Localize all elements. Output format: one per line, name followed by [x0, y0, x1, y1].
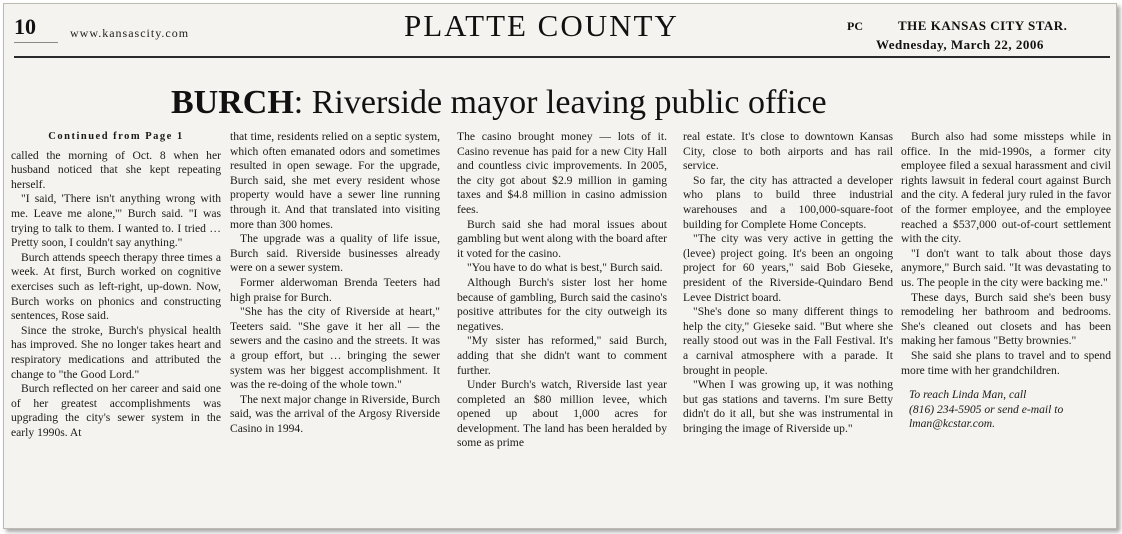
paragraph: The casino brought money — lots of it. Casino revenue has paid for a new City Hall and countless civic improvements. In 2005, the city got about $2.9 million in gaming taxes and $4.8 million in casino admission fees. [457, 130, 667, 216]
paragraph: "My sister has reformed," said Burch, adding that she didn't want to comment further. [457, 334, 667, 377]
reporter-contact-line-3 [901, 417, 1111, 432]
article-column-3 [457, 130, 667, 451]
paragraph: called the morning of Oct. 8 when her husband noticed that she kept repeating herself. [11, 148, 221, 191]
article-column-1 [11, 130, 221, 440]
headline-text: : Riverside mayor leaving public office [293, 84, 827, 121]
paragraph: "I said, 'There isn't anything wrong with me. Leave me alone,'" Burch said. "I was trying to talk to them. I wanted to. I tried … Pretty soon, I couldn't say anything." [11, 192, 221, 250]
paragraph: So far, the city has attracted a developer who plans to build three industrial warehouses and a 100,000-square-foot building for Complete Home Concepts. [683, 173, 893, 231]
paragraph: Since the stroke, Burch's physical health has improved. She no longer takes heart and respiratory medications and attributed the change to "the Good Lord." [11, 323, 221, 381]
newspaper-name: THE KANSAS CITY STAR. [898, 18, 1068, 33]
headline-kicker: BURCH [171, 84, 294, 121]
paragraph: Burch reflected on her career and said one of her greatest accomplishments was upgrading the city's sewer system in the early 1990s. At [11, 382, 221, 439]
paragraph: These days, Burch said she's been busy remodeling her bathroom and bedrooms. She's cleaned out closets and has been making her famous "Betty brownies." [901, 290, 1111, 348]
paragraph: "I don't want to talk about those days anymore," Burch said. "It was devastating to us. The people in the city were backing me." [901, 246, 1111, 289]
paragraph: "She has the city of Riverside at heart," Teeters said. "She gave it her all — the sewers and the casino and the streets. It was a group effort, but … bringing the sewer system was her biggest accomplishment. It was the re-doing of the whole town." [230, 305, 440, 392]
page-number: 10 [14, 14, 36, 39]
headline [171, 84, 827, 122]
website-url: www.kansascity.com [70, 26, 190, 40]
paragraph: Burch said she had moral issues about gambling but went along with the board after it voted for the casino. [457, 217, 667, 260]
article-column-4 [683, 130, 893, 436]
reporter-contact-line-2: (816) 234-5905 or send e-mail to [909, 402, 1064, 416]
paragraph: "She's done so many different things to help the city," Gieseke said. "But where she really stood out was in the Fall Festival. It's a carnival atmosphere with a parade. It brought in people. [683, 305, 893, 377]
masthead [4, 4, 1116, 54]
paragraph: real estate. It's close to downtown Kansas City, close to both airports and has rail service. [683, 130, 893, 173]
section-title: PLATTE COUNTY [404, 8, 679, 43]
reporter-contact-line-1: To reach Linda Man, call [909, 388, 1027, 402]
paragraph: Under Burch's watch, Riverside last year completed an $80 million levee, which opened up about 1,000 acres for development. The land has been heralded by some as prime [457, 378, 667, 450]
edition-code: PC [847, 19, 863, 33]
paragraph: Burch also had some missteps while in office. In the mid-1990s, a former city employee filed a sexual harassment and civil rights lawsuit in federal court against Burch and the city. A federal jury ruled in the favor of the former employee, and the employee reached a $537,000 out-of-court settlement with the city. [901, 130, 1111, 246]
article-column-5 [901, 130, 1111, 432]
paragraph: "The city was very active in getting the (levee) project going. It's been an ongoing project for 60 years," said Bob Gieseke, president of the Riverside-Quindaro Bend Levee District board. [683, 232, 893, 304]
paragraph: She said she plans to travel and to spend more time with her grandchildren. [901, 348, 1111, 377]
newspaper-page [3, 3, 1117, 529]
paragraph: Burch attends speech therapy three times a week. At first, Burch worked on cognitive exercises such as left-right, up-down. Now, Burch works on phonics and constructing sentences, Rose said. [11, 250, 221, 323]
article-column-2 [230, 130, 440, 436]
paragraph: Although Burch's sister lost her home because of gambling, Burch said the casino's positive attributes for the city outweigh its negatives. [457, 275, 667, 333]
paragraph: "When I was growing up, it was nothing but gas stations and taverns. I'm sure Betty didn't do it all, but she was instrumental in bringing the image of Riverside up." [683, 378, 893, 435]
reporter-email: lman@kcstar.com. [909, 417, 996, 431]
continued-label: Continued from Page 1 [48, 131, 184, 142]
publication-date: Wednesday, March 22, 2006 [876, 37, 1044, 52]
paragraph: The next major change in Riverside, Burch said, was the arrival of the Argosy Riverside Casino in 1994. [230, 392, 440, 435]
masthead-rule [14, 56, 1110, 58]
page-number-rule [14, 42, 58, 43]
paragraph: that time, residents relied on a septic system, which often emanated odors and sometimes resulted in open sewage. For the upgrade, Burch said, she met every resident whose property would have a sewer line running through it. And that translated into visiting more than 300 homes. [230, 130, 440, 231]
paragraph: The upgrade was a quality of life issue, Burch said. Riverside businesses already were on a sewer system. [230, 232, 440, 275]
paragraph: Former alderwoman Brenda Teeters had high praise for Burch. [230, 275, 440, 304]
paragraph: "You have to do what is best," Burch said. [467, 261, 663, 275]
